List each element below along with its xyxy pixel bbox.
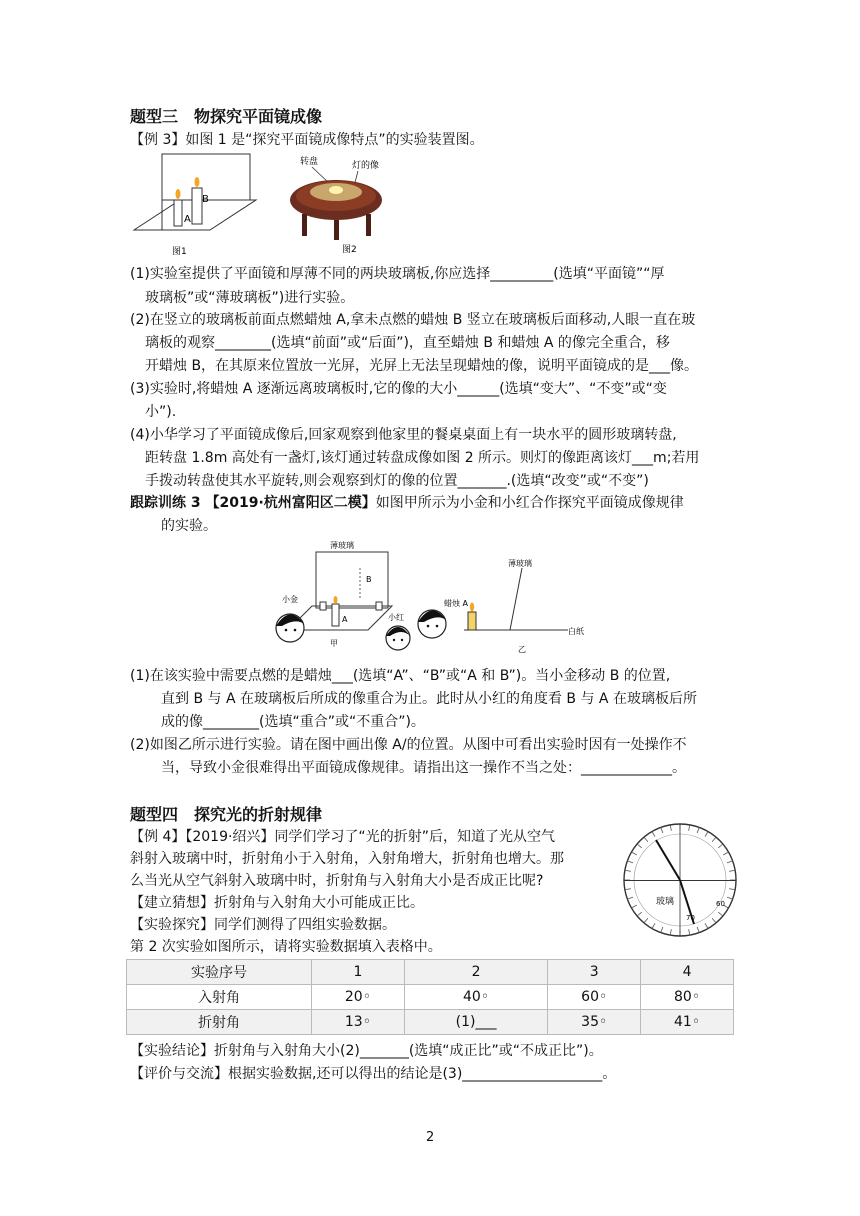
refraction-protractor	[620, 820, 740, 940]
q3-1-line1: (1)实验室提供了平面镜和厚薄不同的两块玻璃板,你应选择_________(选填“平面镜”“厚	[130, 266, 665, 282]
protractor-tick	[689, 825, 690, 831]
protractor-tick	[729, 889, 735, 890]
example3-intro: 【例 3】如图 1 是“探究平面镜成像特点”的实验装置图。	[130, 132, 484, 148]
trk-label-a: A	[342, 615, 348, 624]
table-cell: 20◦	[312, 985, 405, 1010]
trk-q2-line1: (2)如图乙所示进行实验。请在图中画出像 A/的位置。从图中可看出实验时因有一处操作不	[130, 737, 687, 753]
fig2-label-turntable: 转盘	[300, 157, 319, 167]
q3-3-line2: 小”).	[145, 404, 177, 420]
protractor-tick	[627, 861, 633, 863]
protractor-tick	[705, 832, 708, 837]
fig1-label-b: B	[202, 194, 209, 205]
q3-2-line3: 开蜡烛 B，在其原来位置放一光屏，光屏上无法呈现蜡烛的像，说明平面镜成的是___像。	[145, 358, 699, 374]
dial-glass-label: 玻璃	[656, 897, 675, 907]
table-header-cell: 4	[641, 960, 734, 985]
trk-label-b: B	[366, 575, 372, 584]
q3-4-line3: 手拨动转盘使其水平旋转,则会观察到灯的像的位置_______.(选填“改变”或“不变”)	[145, 473, 649, 489]
table-cell: 60◦	[548, 985, 641, 1010]
table-cell: (1)___	[404, 1010, 547, 1035]
protractor-tick	[652, 923, 655, 928]
figure-1-apparatus	[126, 152, 261, 258]
tracking-label: 跟踪训练 3 【2019·杭州富阳区二模】	[130, 495, 376, 511]
trk-candle-a: 蜡烛 A	[444, 599, 469, 608]
tracking-figure	[268, 538, 598, 662]
table-row-incident	[127, 985, 734, 1010]
q3-4-line1: (4)小华学习了平面镜成像后,回家观察到他家里的餐桌桌面上有一块水平的圆形玻璃转盘,	[130, 427, 677, 443]
tracking-intro	[130, 493, 684, 513]
refraction-data-table	[126, 959, 734, 1035]
table-cell: 入射角	[127, 985, 312, 1010]
dial-60: 60	[716, 900, 725, 908]
table-header-cell: 1	[312, 960, 405, 985]
protractor-tick	[697, 827, 699, 833]
section3-heading: 题型三 物探究平面镜成像	[130, 107, 323, 126]
protractor-tick	[723, 852, 728, 855]
section4-heading: 题型四 探究光的折射规律	[130, 805, 323, 824]
fig1-caption: 图1	[172, 247, 187, 257]
protractor-tick	[670, 929, 671, 935]
tracking-text-l2: 的实验。	[161, 518, 217, 534]
trk-q1-line3: 成的像________(选填“重合”或“不重合”)。	[161, 714, 425, 730]
protractor-tick	[705, 923, 708, 928]
q3-2-line1: (2)在竖立的玻璃板前面点燃蜡烛 A,拿未点燃的蜡烛 B 竖立在玻璃板后面移动,人眼一直在玻	[130, 312, 696, 328]
fig1-label-a: A	[184, 214, 191, 225]
protractor-tick	[712, 837, 716, 842]
trk-jia: 甲	[330, 639, 338, 648]
table-cell: 35◦	[548, 1010, 641, 1035]
protractor-tick	[627, 897, 633, 899]
table-cell: 80◦	[641, 985, 734, 1010]
trk-xiaohong: 小红	[388, 613, 404, 622]
trk-glass-a: 薄玻璃	[330, 541, 354, 550]
q3-2-line2: 璃板的观察________(选填“前面”或“后面”)，直至蜡烛 B 和蜡烛 A 的像完全重合，移	[145, 335, 670, 351]
protractor-tick	[661, 827, 663, 833]
fig2-caption: 图2	[342, 245, 357, 255]
ex4-line2: 斜射入玻璃中时，折射角小于入射角，入射角增大，折射角也增大。那	[130, 851, 564, 867]
protractor-tick	[644, 837, 648, 842]
protractor-tick	[632, 905, 637, 908]
protractor-tick	[718, 912, 723, 916]
protractor-tick	[644, 918, 648, 923]
table-header-cell: 实验序号	[127, 960, 312, 985]
protractor-tick	[727, 861, 733, 863]
ex4-line3: 么当光从空气斜射入玻璃中时，折射角与入射角大小是否成正比呢?	[130, 873, 544, 889]
table-cell: 41◦	[641, 1010, 734, 1035]
table-cell: 折射角	[127, 1010, 312, 1035]
table-cell: 40◦	[404, 985, 547, 1010]
protractor-tick	[637, 912, 642, 916]
protractor-tick	[625, 889, 631, 890]
evaluation: 【评价与交流】根据实验数据,还可以得出的结论是(3)____________________。	[130, 1066, 617, 1082]
protractor-tick	[697, 927, 699, 933]
protractor-tick	[637, 844, 642, 848]
protractor-tick	[661, 927, 663, 933]
protractor-tick	[712, 918, 716, 923]
trk-xiaojin: 小金	[282, 595, 298, 604]
q3-4-line2: 距转盘 1.8m 高处有一盏灯,该灯通过转盘成像如图 2 所示。则灯的像距离该灯___m;若用	[145, 450, 700, 466]
table-row-refract	[127, 1010, 734, 1035]
tracking-text-l1: 如图甲所示为小金和小红合作探究平面镜成像规律	[375, 495, 684, 511]
figure-2-turntable	[282, 150, 392, 258]
protractor-tick	[632, 852, 637, 855]
dial-70: 70	[686, 914, 695, 922]
hypothesis: 【建立猜想】折射角与入射角大小可能成正比。	[130, 895, 424, 911]
trk-paper: 白纸	[568, 627, 584, 636]
ex4-line1: 【例 4】【2019·绍兴】同学们学习了“光的折射”后，知道了光从空气	[130, 829, 555, 845]
table-header-cell: 3	[548, 960, 641, 985]
protractor-tick	[718, 844, 723, 848]
q3-3-line1: (3)实验时,将蜡烛 A 逐渐远离玻璃板时,它的像的大小______(选填“变大”、“不变”或“变	[130, 381, 667, 397]
protractor-tick	[625, 870, 631, 871]
q3-1-line2: 玻璃板”或“薄玻璃板”)进行实验。	[145, 290, 355, 306]
trk-q1-line2: 直到 B 与 A 在玻璃板后所成的像重合为止。此时从小红的角度看 B 与 A 在玻璃板后所	[161, 691, 697, 707]
table-header-cell: 2	[404, 960, 547, 985]
conclusion: 【实验结论】折射角与入射角大小(2)_______(选填“成正比”或“不成正比”)。	[130, 1043, 603, 1059]
protractor-tick	[727, 897, 733, 899]
protractor-tick	[689, 929, 690, 935]
table-cell: 13◦	[312, 1010, 405, 1035]
trk-yi: 乙	[518, 645, 526, 654]
protractor-tick	[652, 832, 655, 837]
protractor-tick	[729, 870, 735, 871]
fig2-label-image: 灯的像	[352, 161, 380, 171]
experiment: 【实验探究】同学们测得了四组实验数据。	[130, 917, 396, 933]
table-note: 第 2 次实验如图所示，请将实验数据填入表格中。	[130, 939, 442, 955]
table-header-row	[127, 960, 734, 985]
trk-q2-line2: 当，导致小金很难得出平面镜成像规律。请指出这一操作不当之处：_____________。	[161, 760, 686, 776]
trk-q1-line1: (1)在该实验中需要点燃的是蜡烛___(选填“A”、“B”或“A 和 B”)。当小金移动 B 的位置,	[130, 668, 671, 684]
protractor-tick	[670, 825, 671, 831]
trk-glass-b: 薄玻璃	[508, 559, 532, 568]
page-number: 2	[426, 1130, 435, 1145]
